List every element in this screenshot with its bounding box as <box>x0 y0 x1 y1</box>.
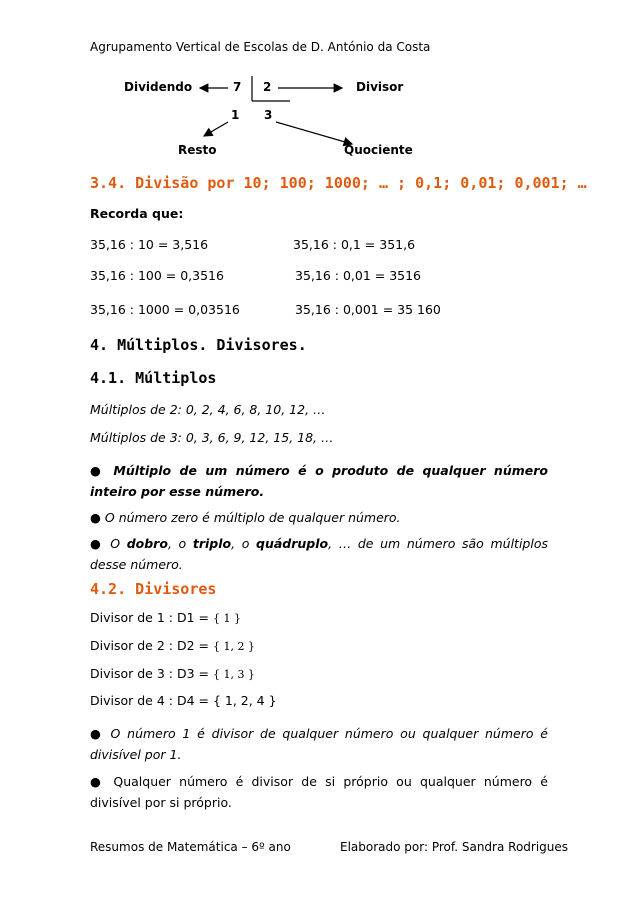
label-divisor: Divisor <box>356 80 404 94</box>
term-triplo: triplo <box>192 536 232 551</box>
divisor-set: { 1, 3 } <box>212 668 255 681</box>
footer-left: Resumos de Matemática – 6º ano <box>90 840 291 854</box>
divisor-set: { 1 } <box>212 612 241 625</box>
division-right-2: 35,16 : 0,01 = 3516 <box>295 268 422 283</box>
multiplos-de-3: Múltiplos de 3: 0, 3, 6, 9, 12, 15, 18, … <box>90 430 334 445</box>
label-resto: Resto <box>178 143 217 157</box>
term-quadruplo: quádruplo <box>256 536 329 551</box>
divisor-set: { 1, 2 } <box>212 640 255 653</box>
bullet-zero-multiplo: ● O número zero é múltiplo de qualquer número. <box>90 510 401 525</box>
arrow-quociente <box>276 122 352 144</box>
division-right-3: 35,16 : 0,001 = 35 160 <box>295 302 441 317</box>
divisor-label: Divisor de 1 : D1 = <box>90 610 213 625</box>
division-left-2: 35,16 : 100 = 0,3516 <box>90 268 224 283</box>
division-right-1: 35,16 : 0,1 = 351,6 <box>293 237 416 252</box>
bullet-text: , … de um número são múltiplos desse número. <box>90 536 548 572</box>
number-7: 7 <box>233 80 242 94</box>
bullet-multiplo-definicao: ● Múltiplo de um número é o produto de qualquer número inteiro por esse número. <box>90 463 548 499</box>
divisor-de-2 <box>90 638 255 653</box>
number-1: 1 <box>231 108 240 122</box>
divisor-de-1 <box>90 610 241 625</box>
number-2: 2 <box>263 80 272 94</box>
division-left-1: 35,16 : 10 = 3,516 <box>90 237 209 252</box>
multiplos-de-2: Múltiplos de 2: 0, 2, 4, 6, 8, 10, 12, … <box>90 402 326 417</box>
footer-right: Elaborado por: Prof. Sandra Rodrigues <box>340 840 569 854</box>
divisor-de-4: Divisor de 4 : D4 = { 1, 2, 4 } <box>90 693 277 708</box>
divisor-de-3 <box>90 666 255 681</box>
separator: , o <box>231 536 256 551</box>
bullet-text: ● O <box>90 536 127 551</box>
division-left-3: 35,16 : 1000 = 0,03516 <box>90 302 240 317</box>
section-4-1-title: 4.1. Múltiplos <box>90 369 217 387</box>
section-4-title: 4. Múltiplos. Divisores. <box>90 336 307 354</box>
arrow-resto <box>204 122 228 136</box>
bullet-divisor-si-proprio: ● Qualquer número é divisor de si próprio ou qualquer número é divisível por si próprio. <box>90 774 548 810</box>
label-quociente: Quociente <box>344 143 413 157</box>
section-3-4-title: 3.4. Divisão por 10; 100; 1000; … ; 0,1; 0,01; 0,001; … <box>90 174 587 192</box>
recorda-label: Recorda que: <box>90 206 184 221</box>
page-header: Agrupamento Vertical de Escolas de D. António da Costa <box>90 40 431 54</box>
separator: , o <box>167 536 193 551</box>
term-dobro: dobro <box>126 536 168 551</box>
divisor-label: Divisor de 3 : D3 = <box>90 666 213 681</box>
divisor-label: Divisor de 2 : D2 = <box>90 638 213 653</box>
label-dividendo: Dividendo <box>124 80 193 94</box>
bullet-numero-1-divisor: ● O número 1 é divisor de qualquer número ou qualquer número é divisível por 1. <box>90 726 548 762</box>
section-4-2-title: 4.2. Divisores <box>90 580 217 598</box>
number-3: 3 <box>264 108 273 122</box>
bullet-dobro-triplo <box>90 533 548 575</box>
